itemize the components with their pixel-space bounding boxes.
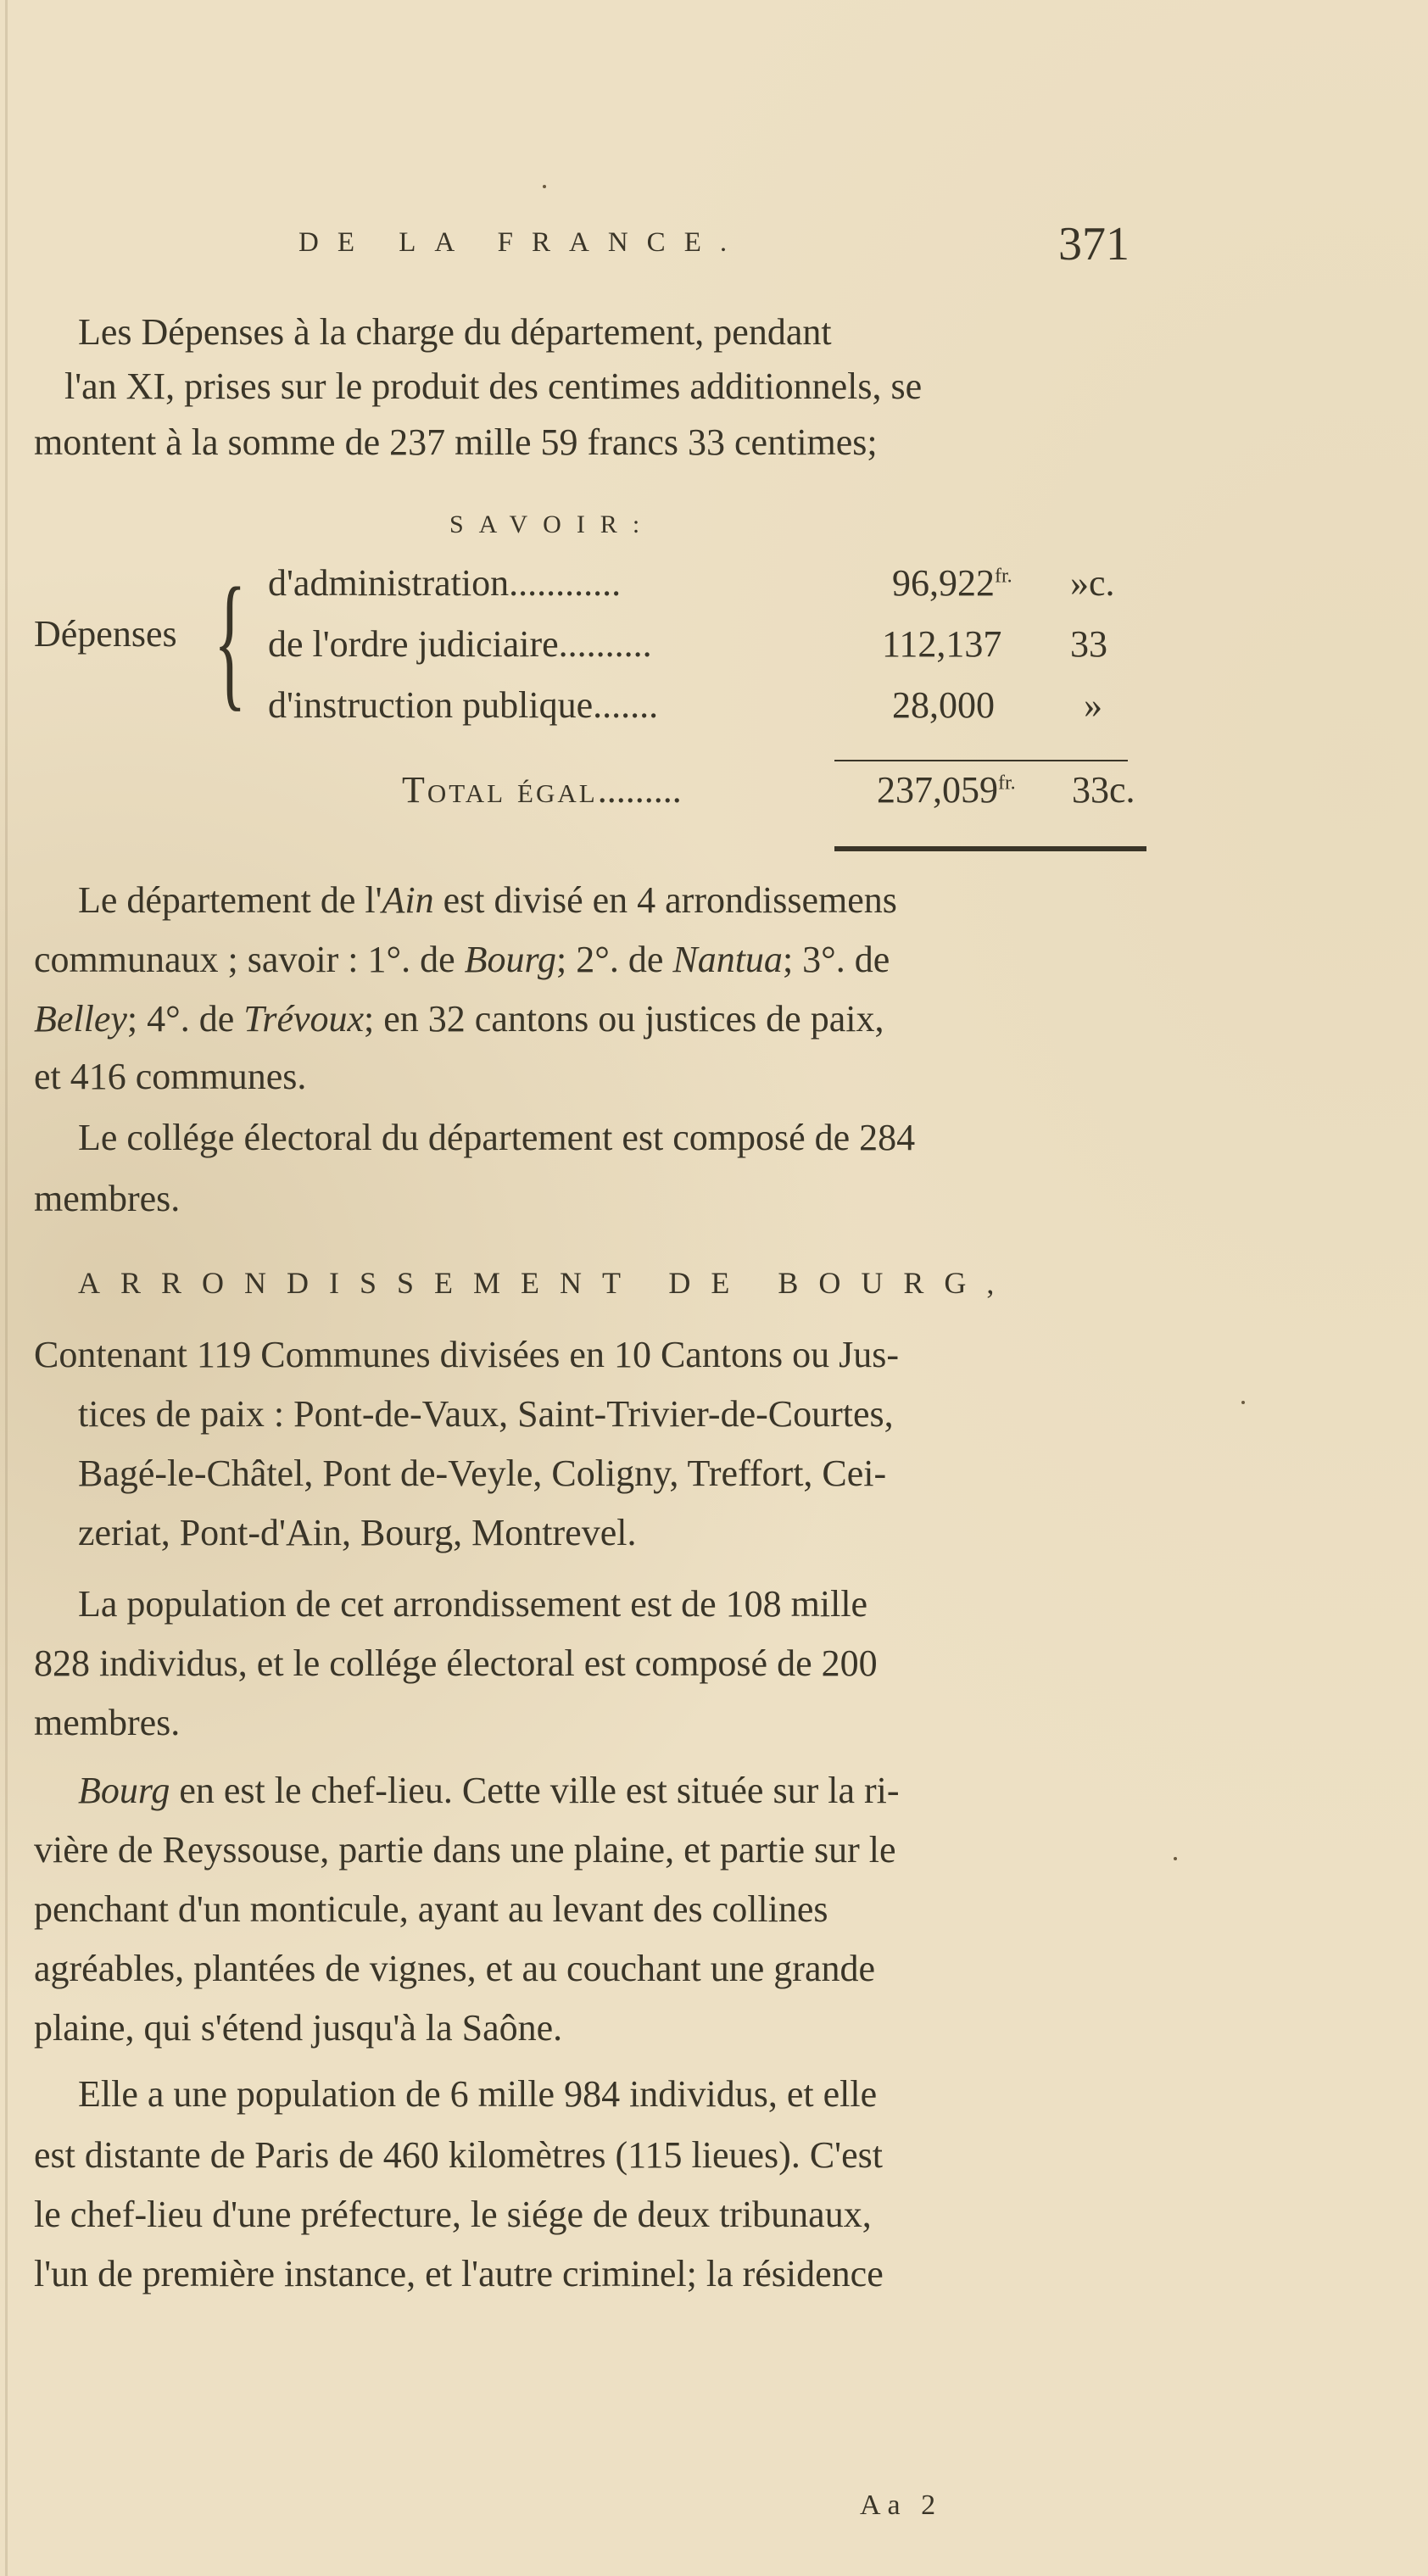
intro-line-1: Les Dépenses à la charge du département, pendant (78, 311, 832, 353)
population-line-2: 828 individus, et le collége électoral est composé de 200 (34, 1642, 878, 1684)
total-double-rule (834, 846, 1146, 851)
elle-line-4: l'un de première instance, et l'autre criminel; la résidence (34, 2253, 884, 2294)
bourg-line-5: plaine, qui s'étend jusqu'à la Saône. (34, 2007, 563, 2049)
college-line-1: Le collége électoral du département est composé de 284 (78, 1117, 916, 1158)
elle-line-3: le chef-lieu d'une préfecture, le siége de deux tribunaux, (34, 2194, 872, 2235)
ain-line-3: Belley; 4°. de Trévoux; en 32 cantons ou justices de paix, (34, 998, 884, 1040)
table-row-centimes: 33 (1070, 623, 1107, 665)
total-centimes: 33c. (1072, 769, 1135, 811)
bourg-line-4: agréables, plantées de vignes, et au couchant une grande (34, 1948, 876, 1989)
table-row-francs: 28,000 (892, 684, 995, 726)
total-francs: $237,059^{fr.}$ (877, 769, 1016, 811)
brace-icon: { (214, 556, 247, 724)
elle-line-2: est distante de Paris de 460 kilomètres (115 lieues). C'est (34, 2134, 883, 2176)
intro-line-2: l'an XI, prises sur le produit des centimes additionnels, se (64, 365, 923, 407)
page-gutter (5, 0, 8, 2576)
arrondissement-line-2: tices de paix : Pont-de-Vaux, Saint-Trivier-de-Courtes, (78, 1393, 894, 1435)
arrondissement-line-4: zeriat, Pont-d'Ain, Bourg, Montrevel. (78, 1512, 637, 1553)
paper-fleck (1174, 1857, 1177, 1860)
total-rule (834, 760, 1128, 761)
signature-mark: Aa 2 (860, 2490, 943, 2521)
total-label: Total égal......... (402, 769, 682, 811)
table-group-label: Dépenses (34, 613, 177, 655)
population-line-1: La population de cet arrondissement est de 108 mille (78, 1583, 868, 1625)
section-heading: ARRONDISSEMENT DE BOURG, (78, 1266, 1015, 1300)
elle-line-1: Elle a une population de 6 mille 984 individus, et elle (78, 2073, 878, 2115)
table-row-centimes: » (1084, 684, 1102, 726)
table-row-label: d'instruction publique....... (268, 684, 659, 726)
college-line-2: membres. (34, 1178, 181, 1219)
paper-fleck (1241, 1401, 1245, 1404)
arrondissement-line-3: Bagé-le-Châtel, Pont de-Veyle, Coligny, Treffort, Cei- (78, 1452, 887, 1494)
table-row-francs: 112,137 (882, 623, 1002, 665)
table-row-centimes: »c. (1070, 562, 1115, 604)
population-line-3: membres. (34, 1702, 181, 1743)
table-row-label: d'administration............ (268, 562, 622, 604)
table-heading: SAVOIR: (449, 510, 655, 538)
bourg-line-3: penchant d'un monticule, ayant au levant des collines (34, 1888, 828, 1930)
table-row-francs: $96,922^{fr.}$ (892, 562, 1012, 604)
bourg-line-2: vière de Reyssouse, partie dans une plaine, et partie sur le (34, 1829, 896, 1871)
ain-line-4: et 416 communes. (34, 1056, 307, 1097)
intro-line-3: montent à la somme de 237 mille 59 francs 33 centimes; (34, 421, 878, 463)
ain-line-2: communaux ; savoir : 1°. de Bourg; 2°. de Nantua; 3°. de (34, 939, 890, 980)
paper-fleck (543, 185, 546, 188)
bourg-line-1: Bourg en est le chef-lieu. Cette ville est située sur la ri- (78, 1770, 900, 1811)
arrondissement-line-1: Contenant 119 Communes divisées en 10 Cantons ou Jus- (34, 1334, 900, 1375)
page-number: 371 (1058, 218, 1130, 270)
table-row-label: de l'ordre judiciaire.......... (268, 623, 652, 665)
running-title: DE LA FRANCE. (298, 227, 746, 258)
ain-line-1: Le département de l'Ain est divisé en 4 arrondissemens (78, 879, 897, 921)
